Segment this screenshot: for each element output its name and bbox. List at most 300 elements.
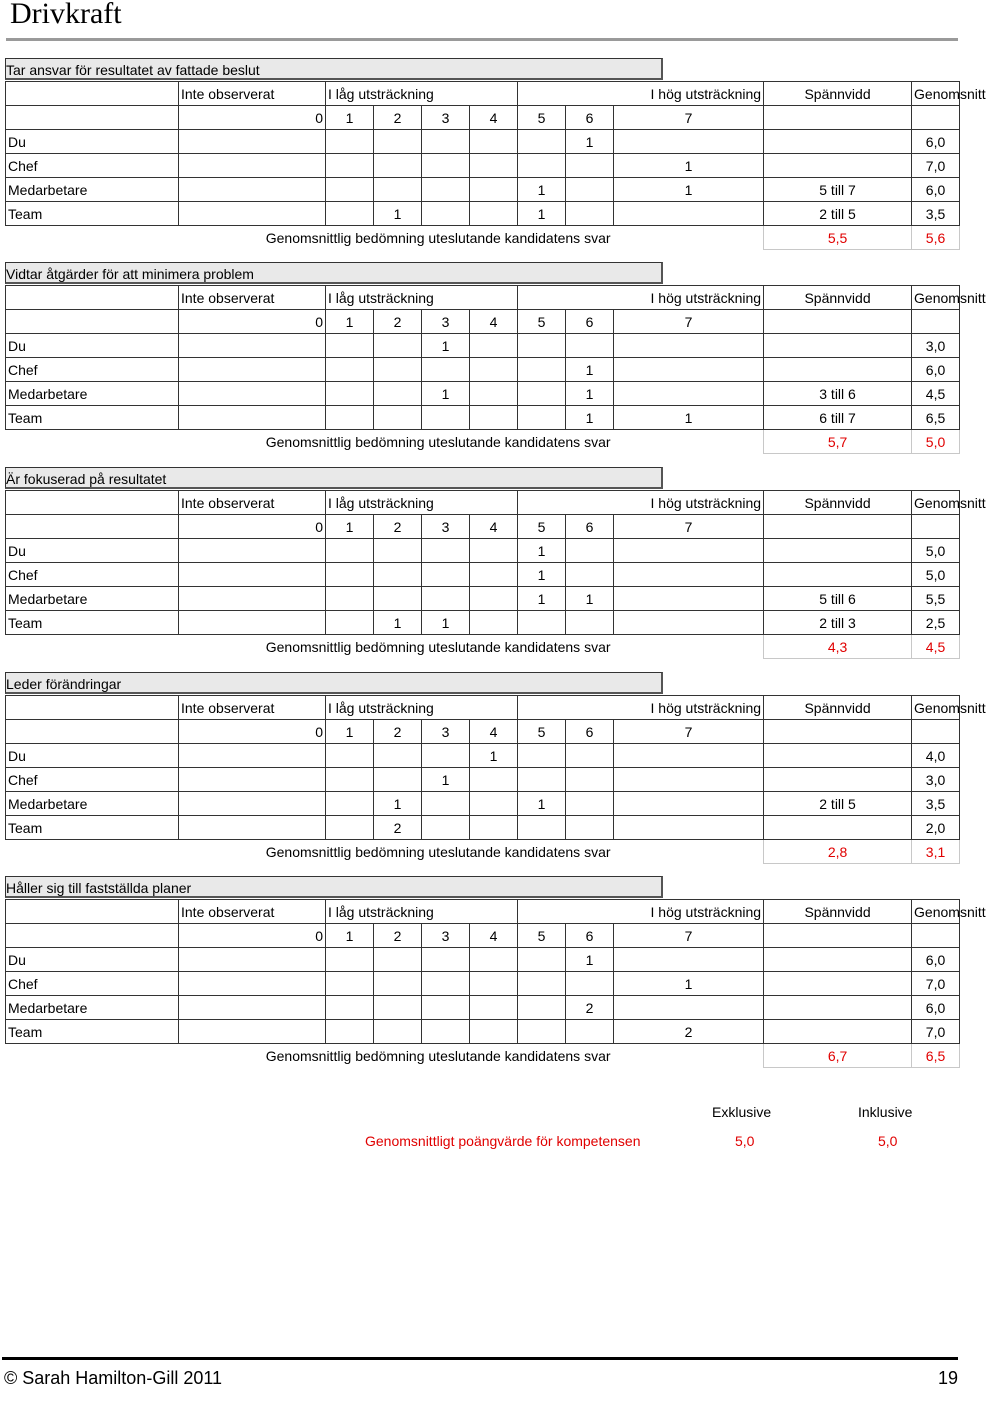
scale-value: 0 <box>179 924 326 948</box>
score-cell <box>374 948 422 972</box>
score-cell <box>518 334 566 358</box>
average-cell: 5,5 <box>912 587 960 611</box>
average-exclusive: 6,7 <box>764 1044 912 1068</box>
score-cell: 1 <box>614 178 764 202</box>
average-summary-row <box>6 840 960 864</box>
scale-value: 2 <box>374 515 422 539</box>
score-cell <box>179 130 326 154</box>
score-cell <box>326 154 374 178</box>
score-cell <box>614 587 764 611</box>
scale-value: 0 <box>179 106 326 130</box>
score-cell <box>566 202 614 226</box>
respondent-label: Chef <box>6 358 179 382</box>
range-cell: 3 till 6 <box>764 382 912 406</box>
score-cell: 1 <box>518 563 566 587</box>
header-low: I låg utsträckning <box>326 696 518 720</box>
scale-value: 7 <box>614 515 764 539</box>
range-cell <box>764 1020 912 1044</box>
table-row <box>6 130 960 154</box>
respondent-label: Chef <box>6 154 179 178</box>
range-cell <box>764 539 912 563</box>
score-cell: 1 <box>566 130 614 154</box>
score-cell: 2 <box>614 1020 764 1044</box>
scale-value: 4 <box>470 310 518 334</box>
average-summary-blank <box>614 430 764 454</box>
score-cell <box>422 816 470 840</box>
range-cell <box>764 563 912 587</box>
range-cell: 2 till 3 <box>764 611 912 635</box>
score-cell <box>326 744 374 768</box>
average-cell: 4,0 <box>912 744 960 768</box>
average-cell: 7,0 <box>912 154 960 178</box>
score-cell <box>470 334 518 358</box>
score-cell <box>470 202 518 226</box>
scale-value: 0 <box>179 720 326 744</box>
header-average: Genomsnitt <box>912 491 960 515</box>
score-cell <box>374 1020 422 1044</box>
average-cell: 7,0 <box>912 1020 960 1044</box>
score-cell <box>518 611 566 635</box>
scale-row <box>6 106 960 130</box>
scale-row <box>6 310 960 334</box>
score-cell: 1 <box>614 154 764 178</box>
average-exclusive: 4,3 <box>764 635 912 659</box>
score-cell <box>470 587 518 611</box>
table-row <box>6 611 960 635</box>
score-cell: 1 <box>566 587 614 611</box>
score-cell <box>518 744 566 768</box>
competency-title-box <box>5 467 663 489</box>
scale-blank <box>764 310 912 334</box>
scale-value: 0 <box>179 310 326 334</box>
score-cell <box>422 154 470 178</box>
score-cell: 1 <box>566 382 614 406</box>
competency-block <box>5 467 986 655</box>
score-cell: 1 <box>518 587 566 611</box>
header-not-observed: Inte observerat <box>179 286 326 310</box>
scale-value: 4 <box>470 720 518 744</box>
header-low: I låg utsträckning <box>326 491 518 515</box>
score-cell <box>374 406 422 430</box>
scale-blank <box>6 310 179 334</box>
score-cell <box>422 358 470 382</box>
score-cell <box>518 1020 566 1044</box>
score-cell <box>326 587 374 611</box>
scale-value: 7 <box>614 720 764 744</box>
header-not-observed: Inte observerat <box>179 82 326 106</box>
score-cell <box>470 358 518 382</box>
header-range: Spännvidd <box>764 900 912 924</box>
average-cell: 6,0 <box>912 996 960 1020</box>
respondent-label: Chef <box>6 768 179 792</box>
score-cell <box>374 334 422 358</box>
score-cell <box>179 996 326 1020</box>
score-cell <box>566 563 614 587</box>
scale-value: 7 <box>614 106 764 130</box>
score-cell <box>518 154 566 178</box>
table-row <box>6 816 960 840</box>
score-cell: 1 <box>566 358 614 382</box>
average-inclusive: 5,0 <box>912 430 960 454</box>
header-row <box>6 286 960 310</box>
score-cell <box>422 948 470 972</box>
score-cell <box>422 130 470 154</box>
score-cell <box>566 539 614 563</box>
table-row <box>6 406 960 430</box>
scale-blank <box>6 106 179 130</box>
score-cell <box>614 358 764 382</box>
score-cell: 1 <box>614 972 764 996</box>
score-cell <box>374 130 422 154</box>
average-summary-label: Genomsnittlig bedömning uteslutande kandidatens svar <box>265 1047 611 1064</box>
respondent-label: Medarbetare <box>6 178 179 202</box>
scale-value: 1 <box>326 106 374 130</box>
header-low: I låg utsträckning <box>326 900 518 924</box>
header-low: I låg utsträckning <box>326 286 518 310</box>
score-cell: 1 <box>614 406 764 430</box>
competency-title: Tar ansvar för resultatet av fattade beslut <box>6 62 260 78</box>
average-summary-row <box>6 430 960 454</box>
score-cell <box>470 1020 518 1044</box>
score-cell: 1 <box>518 792 566 816</box>
table-row <box>6 1020 960 1044</box>
rating-table <box>5 285 986 454</box>
score-cell <box>179 358 326 382</box>
score-cell <box>566 816 614 840</box>
score-cell <box>374 154 422 178</box>
score-cell: 1 <box>374 202 422 226</box>
score-cell <box>518 996 566 1020</box>
range-cell <box>764 996 912 1020</box>
score-cell <box>326 768 374 792</box>
competency-title: Håller sig till fastställda planer <box>6 880 192 896</box>
scale-blank <box>912 106 960 130</box>
score-cell <box>470 154 518 178</box>
header-not-observed: Inte observerat <box>179 696 326 720</box>
score-cell <box>374 382 422 406</box>
average-cell: 3,0 <box>912 768 960 792</box>
table-row <box>6 587 960 611</box>
score-cell <box>518 948 566 972</box>
score-cell <box>374 768 422 792</box>
score-cell <box>566 972 614 996</box>
summary-label: Genomsnittligt poängvärde för kompetensen <box>365 1133 641 1149</box>
scale-value: 3 <box>422 720 470 744</box>
average-cell: 6,0 <box>912 358 960 382</box>
score-cell <box>470 178 518 202</box>
average-cell: 6,0 <box>912 178 960 202</box>
scale-value: 2 <box>374 720 422 744</box>
score-cell <box>326 334 374 358</box>
scale-value: 2 <box>374 106 422 130</box>
score-cell <box>614 334 764 358</box>
score-cell <box>614 792 764 816</box>
table-row <box>6 178 960 202</box>
score-cell <box>470 406 518 430</box>
average-cell: 3,5 <box>912 202 960 226</box>
summary-exclusive-value: 5,0 <box>735 1133 755 1149</box>
score-cell <box>326 406 374 430</box>
score-cell <box>518 768 566 792</box>
competency-title: Vidtar åtgärder för att minimera problem <box>6 266 254 282</box>
footer-copyright: © Sarah Hamilton-Gill 2011 <box>4 1368 223 1388</box>
score-cell: 1 <box>470 744 518 768</box>
average-cell: 5,0 <box>912 563 960 587</box>
score-cell <box>422 1020 470 1044</box>
header-row <box>6 82 960 106</box>
score-cell <box>179 154 326 178</box>
score-cell <box>179 816 326 840</box>
score-cell <box>470 792 518 816</box>
scale-value: 3 <box>422 310 470 334</box>
score-cell <box>614 611 764 635</box>
score-cell <box>566 792 614 816</box>
competency-block <box>5 262 986 450</box>
score-cell: 2 <box>374 816 422 840</box>
range-cell: 6 till 7 <box>764 406 912 430</box>
score-cell <box>614 202 764 226</box>
score-cell <box>326 358 374 382</box>
table-row <box>6 358 960 382</box>
score-cell <box>179 948 326 972</box>
score-cell <box>422 563 470 587</box>
score-cell <box>470 996 518 1020</box>
score-cell <box>179 334 326 358</box>
table-row <box>6 996 960 1020</box>
scale-value: 6 <box>566 720 614 744</box>
score-cell <box>470 130 518 154</box>
header-not-observed: Inte observerat <box>179 900 326 924</box>
scale-blank <box>6 515 179 539</box>
average-summary-label: Genomsnittlig bedömning uteslutande kandidatens svar <box>265 433 611 450</box>
score-cell <box>422 996 470 1020</box>
score-cell <box>518 382 566 406</box>
scale-value: 1 <box>326 924 374 948</box>
scale-blank <box>764 924 912 948</box>
average-summary-row <box>6 635 960 659</box>
footer <box>4 1368 958 1389</box>
scale-blank <box>764 106 912 130</box>
scale-value: 2 <box>374 924 422 948</box>
score-cell <box>614 130 764 154</box>
score-cell <box>179 768 326 792</box>
respondent-label: Team <box>6 816 179 840</box>
scale-value: 3 <box>422 924 470 948</box>
scale-value: 7 <box>614 924 764 948</box>
header-average: Genomsnitt <box>912 286 960 310</box>
competency-title: Är fokuserad på resultatet <box>6 471 167 487</box>
average-cell: 3,5 <box>912 792 960 816</box>
score-cell <box>422 406 470 430</box>
average-summary-blank <box>614 226 764 250</box>
header-blank <box>6 286 179 310</box>
scale-row <box>6 515 960 539</box>
score-cell: 1 <box>566 406 614 430</box>
header-row <box>6 696 960 720</box>
table-row <box>6 948 960 972</box>
score-cell <box>470 948 518 972</box>
scale-blank <box>912 924 960 948</box>
score-cell: 1 <box>374 611 422 635</box>
average-cell: 2,5 <box>912 611 960 635</box>
score-cell <box>374 539 422 563</box>
header-high: I hög utsträckning <box>518 82 764 106</box>
score-cell <box>374 178 422 202</box>
respondent-label: Chef <box>6 972 179 996</box>
score-cell <box>179 611 326 635</box>
score-cell <box>614 744 764 768</box>
scale-blank <box>912 310 960 334</box>
respondent-label: Du <box>6 948 179 972</box>
score-cell <box>179 744 326 768</box>
score-cell <box>326 792 374 816</box>
score-cell <box>326 382 374 406</box>
score-cell <box>179 792 326 816</box>
scale-value: 3 <box>422 106 470 130</box>
scale-value: 0 <box>179 515 326 539</box>
score-cell <box>374 996 422 1020</box>
score-cell <box>326 996 374 1020</box>
score-cell <box>614 382 764 406</box>
range-cell: 5 till 6 <box>764 587 912 611</box>
score-cell <box>566 154 614 178</box>
score-cell: 1 <box>518 539 566 563</box>
score-cell <box>179 202 326 226</box>
header-average: Genomsnitt <box>912 696 960 720</box>
score-cell <box>518 972 566 996</box>
header-row <box>6 491 960 515</box>
score-cell <box>518 358 566 382</box>
table-row <box>6 744 960 768</box>
scale-value: 5 <box>518 924 566 948</box>
score-cell <box>422 539 470 563</box>
score-cell <box>179 563 326 587</box>
score-cell: 1 <box>566 948 614 972</box>
respondent-label: Medarbetare <box>6 792 179 816</box>
competency-title-box <box>5 876 663 898</box>
range-cell <box>764 154 912 178</box>
score-cell <box>326 539 374 563</box>
header-low: I låg utsträckning <box>326 82 518 106</box>
score-cell <box>179 1020 326 1044</box>
respondent-label: Medarbetare <box>6 587 179 611</box>
competency-summary <box>0 1100 960 1156</box>
scale-value: 1 <box>326 515 374 539</box>
scale-row <box>6 924 960 948</box>
scale-value: 4 <box>470 924 518 948</box>
scale-value: 4 <box>470 515 518 539</box>
range-cell <box>764 972 912 996</box>
average-inclusive: 4,5 <box>912 635 960 659</box>
score-cell <box>422 792 470 816</box>
average-summary-blank <box>614 635 764 659</box>
average-cell: 3,0 <box>912 334 960 358</box>
average-cell: 7,0 <box>912 972 960 996</box>
range-cell <box>764 948 912 972</box>
scale-blank <box>6 924 179 948</box>
scale-value: 1 <box>326 310 374 334</box>
table-row <box>6 334 960 358</box>
average-cell: 5,0 <box>912 539 960 563</box>
competency-title: Leder förändringar <box>6 676 122 692</box>
score-cell <box>566 744 614 768</box>
respondent-label: Medarbetare <box>6 996 179 1020</box>
score-cell: 1 <box>422 382 470 406</box>
range-cell <box>764 358 912 382</box>
competency-title-box <box>5 58 663 80</box>
footer-page-number: 19 <box>937 1368 958 1388</box>
respondent-label: Team <box>6 406 179 430</box>
respondent-label: Chef <box>6 563 179 587</box>
score-cell <box>422 744 470 768</box>
average-cell: 6,5 <box>912 406 960 430</box>
scale-value: 5 <box>518 310 566 334</box>
respondent-label: Du <box>6 539 179 563</box>
score-cell <box>179 406 326 430</box>
respondent-label: Medarbetare <box>6 382 179 406</box>
score-cell <box>470 539 518 563</box>
score-cell <box>422 178 470 202</box>
rating-table <box>5 695 986 864</box>
table-row <box>6 972 960 996</box>
competency-block <box>5 58 986 246</box>
scale-blank <box>764 720 912 744</box>
competency-title-box <box>5 672 663 694</box>
respondent-label: Team <box>6 1020 179 1044</box>
header-range: Spännvidd <box>764 696 912 720</box>
competency-title-box <box>5 262 663 284</box>
score-cell <box>518 130 566 154</box>
respondent-label: Du <box>6 130 179 154</box>
range-cell: 2 till 5 <box>764 792 912 816</box>
scale-value: 1 <box>326 720 374 744</box>
score-cell <box>518 406 566 430</box>
score-cell: 1 <box>422 334 470 358</box>
header-high: I hög utsträckning <box>518 491 764 515</box>
average-exclusive: 2,8 <box>764 840 912 864</box>
score-cell <box>566 1020 614 1044</box>
header-blank <box>6 491 179 515</box>
table-row <box>6 202 960 226</box>
header-blank <box>6 900 179 924</box>
scale-value: 7 <box>614 310 764 334</box>
score-cell <box>326 948 374 972</box>
scale-row <box>6 720 960 744</box>
scale-value: 6 <box>566 310 614 334</box>
score-cell <box>326 972 374 996</box>
average-cell: 6,0 <box>912 948 960 972</box>
score-cell <box>614 563 764 587</box>
score-cell <box>374 972 422 996</box>
score-cell <box>326 202 374 226</box>
respondent-label: Du <box>6 744 179 768</box>
respondent-label: Team <box>6 202 179 226</box>
score-cell <box>566 178 614 202</box>
score-cell <box>470 563 518 587</box>
header-range: Spännvidd <box>764 286 912 310</box>
table-row <box>6 382 960 406</box>
competency-block <box>5 876 986 1064</box>
footer-divider <box>2 1357 958 1360</box>
average-summary-blank <box>614 840 764 864</box>
score-cell <box>326 611 374 635</box>
average-summary-label: Genomsnittlig bedömning uteslutande kandidatens svar <box>265 843 611 860</box>
score-cell <box>566 611 614 635</box>
scale-value: 3 <box>422 515 470 539</box>
scale-value: 5 <box>518 106 566 130</box>
average-summary-row <box>6 1044 960 1068</box>
score-cell <box>470 382 518 406</box>
